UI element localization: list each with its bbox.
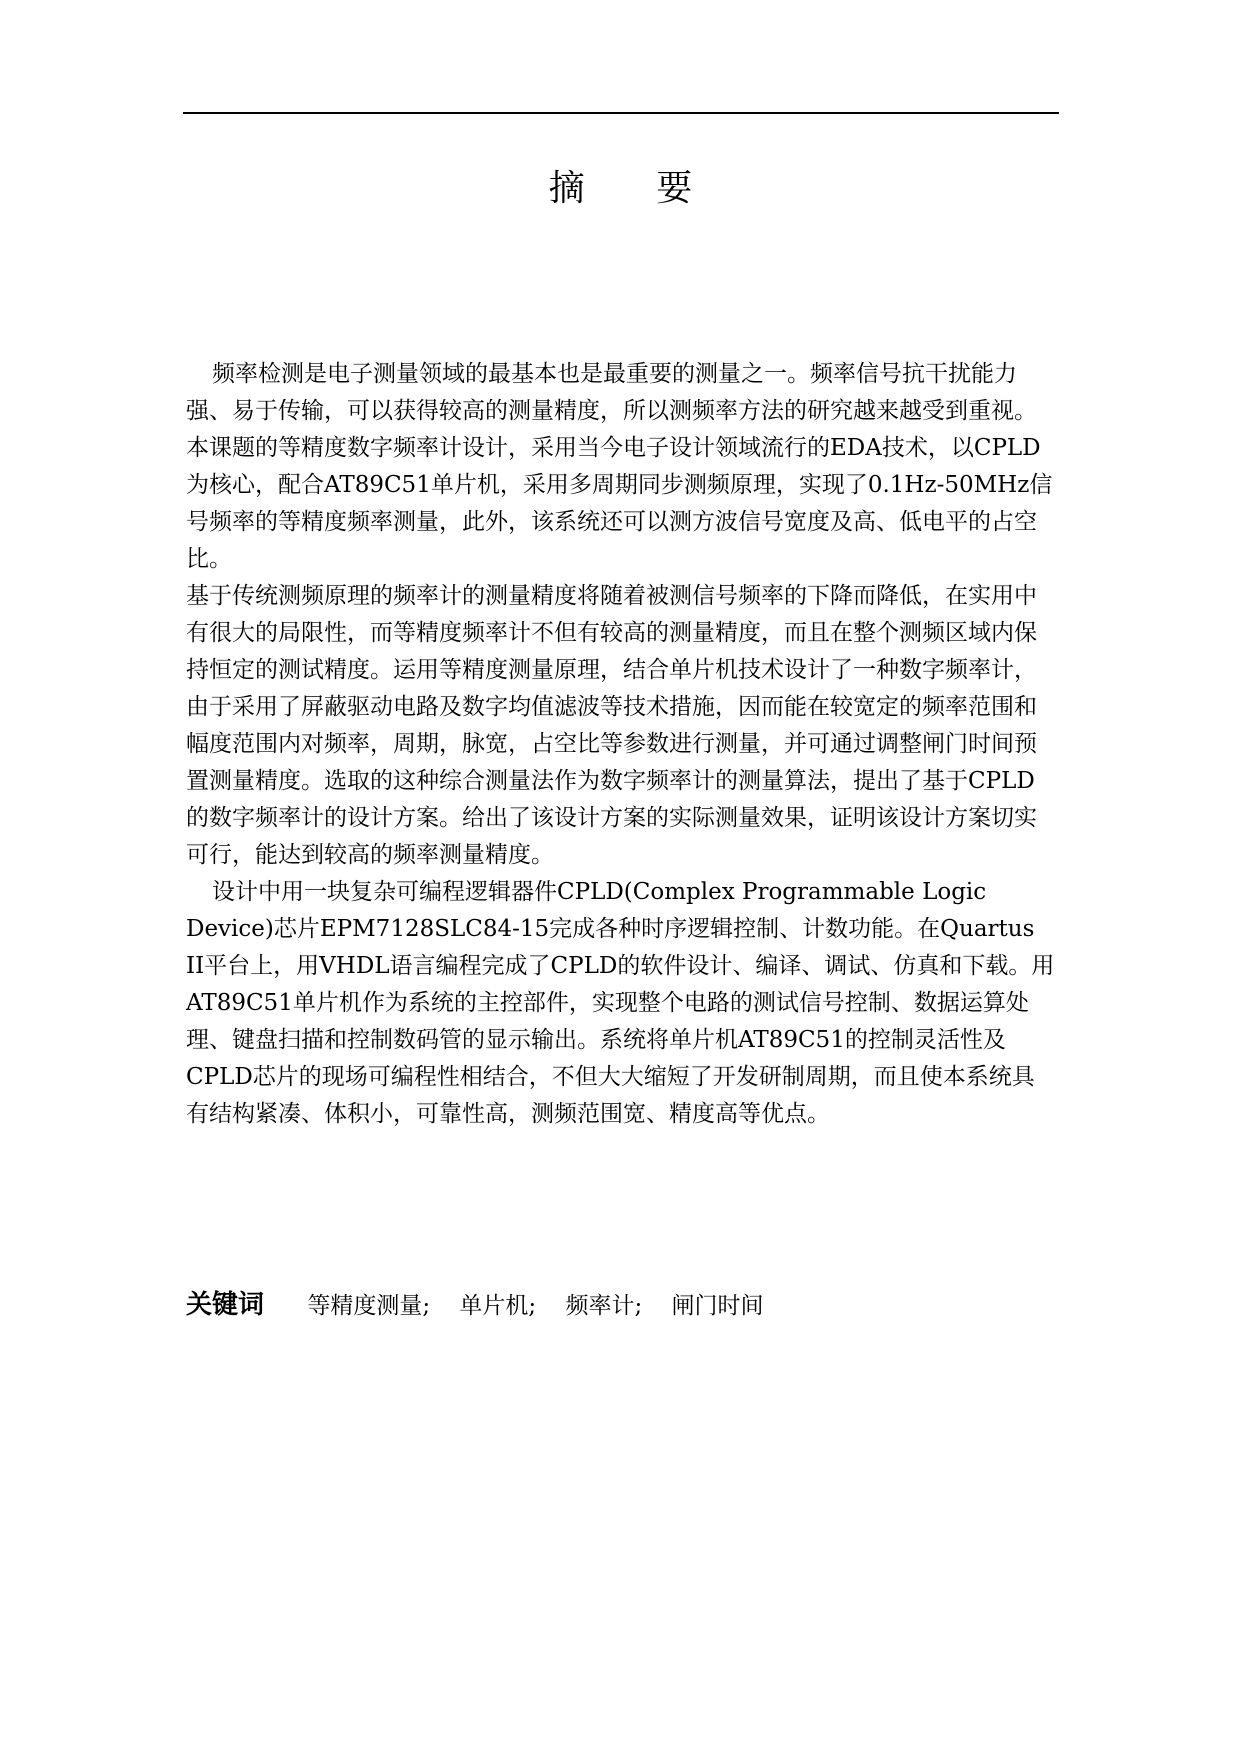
keyword-1: 等精度测量; bbox=[307, 1293, 431, 1319]
keyword-3: 频率计; bbox=[565, 1293, 643, 1319]
keywords-label: 关键词 bbox=[186, 1290, 265, 1320]
header-rule bbox=[183, 112, 1059, 114]
abstract-body bbox=[186, 356, 1056, 1133]
abstract-title: 摘 要 bbox=[548, 168, 723, 209]
abstract-paragraph-2: 基于传统测频原理的频率计的测量精度将随着被测信号频率的下降而降低，在实用中有很大的局限性，而等精度频率计不但有较高的测量精度，而且在整个测频区域内保持恒定的测试精度。运用等精度测量原理，结合单片机技术设计了一种数字频率计，由于采用了屏蔽驱动电路及数字均值滤波等技术措施，因而能在较宽定的频率范围和幅度范围内对频率，周期，脉宽，占空比等参数进行测量，并可通过调整闸门时间预置测量精度。选取的这种综合测量法作为数字频率计的测量算法，提出了基于CPLD 的数字频率计的设计方案。给出了该设计方案的实际测量效果，证明该设计方案切实可行，能达到较高的频率测量精度。 bbox=[186, 583, 1037, 868]
abstract-paragraph-1: 频率检测是电子测量领域的最基本也是最重要的测量之一。频率信号抗干扰能力强、易于传输，可以获得较高的测量精度，所以测频率方法的研究越来越受到重视。本课题的等精度数字频率计设计，采用当今电子设计领域流行的EDA技术，以CPLD为核心，配合AT89C51单片机，采用多周期同步测频原理，实现了0.1Hz-50MHz信号频率的等精度频率测量，此外，该系统还可以测方波信号宽度及高、低电平的占空比。 bbox=[186, 361, 1053, 572]
keyword-4: 闸门时间 bbox=[671, 1293, 764, 1319]
keywords-line bbox=[186, 1285, 1056, 1326]
keyword-2: 单片机; bbox=[459, 1293, 537, 1319]
abstract-paragraph-3: 设计中用一块复杂可编程逻辑器件CPLD(Complex Programmable Logic Device)芯片EPM7128SLC84-15完成各种时序逻辑控制、计数功能。在Quartus II平台上，用VHDL语言编程完成了CPLD的软件设计、编译、调试、仿真和下载。用AT89C51单片机作为系统的主控部件，实现整个电路的测试信号控制、数据运算处理、键盘扫描和控制数码管的显示输出。系统将单片机AT89C51的控制灵活性及CPLD芯片的现场可编程性相结合，不但大大缩短了开发研制周期，而且使本系统具有结构紧凑、体积小，可靠性高，测频范围宽、精度高等优点。 bbox=[186, 879, 1055, 1127]
